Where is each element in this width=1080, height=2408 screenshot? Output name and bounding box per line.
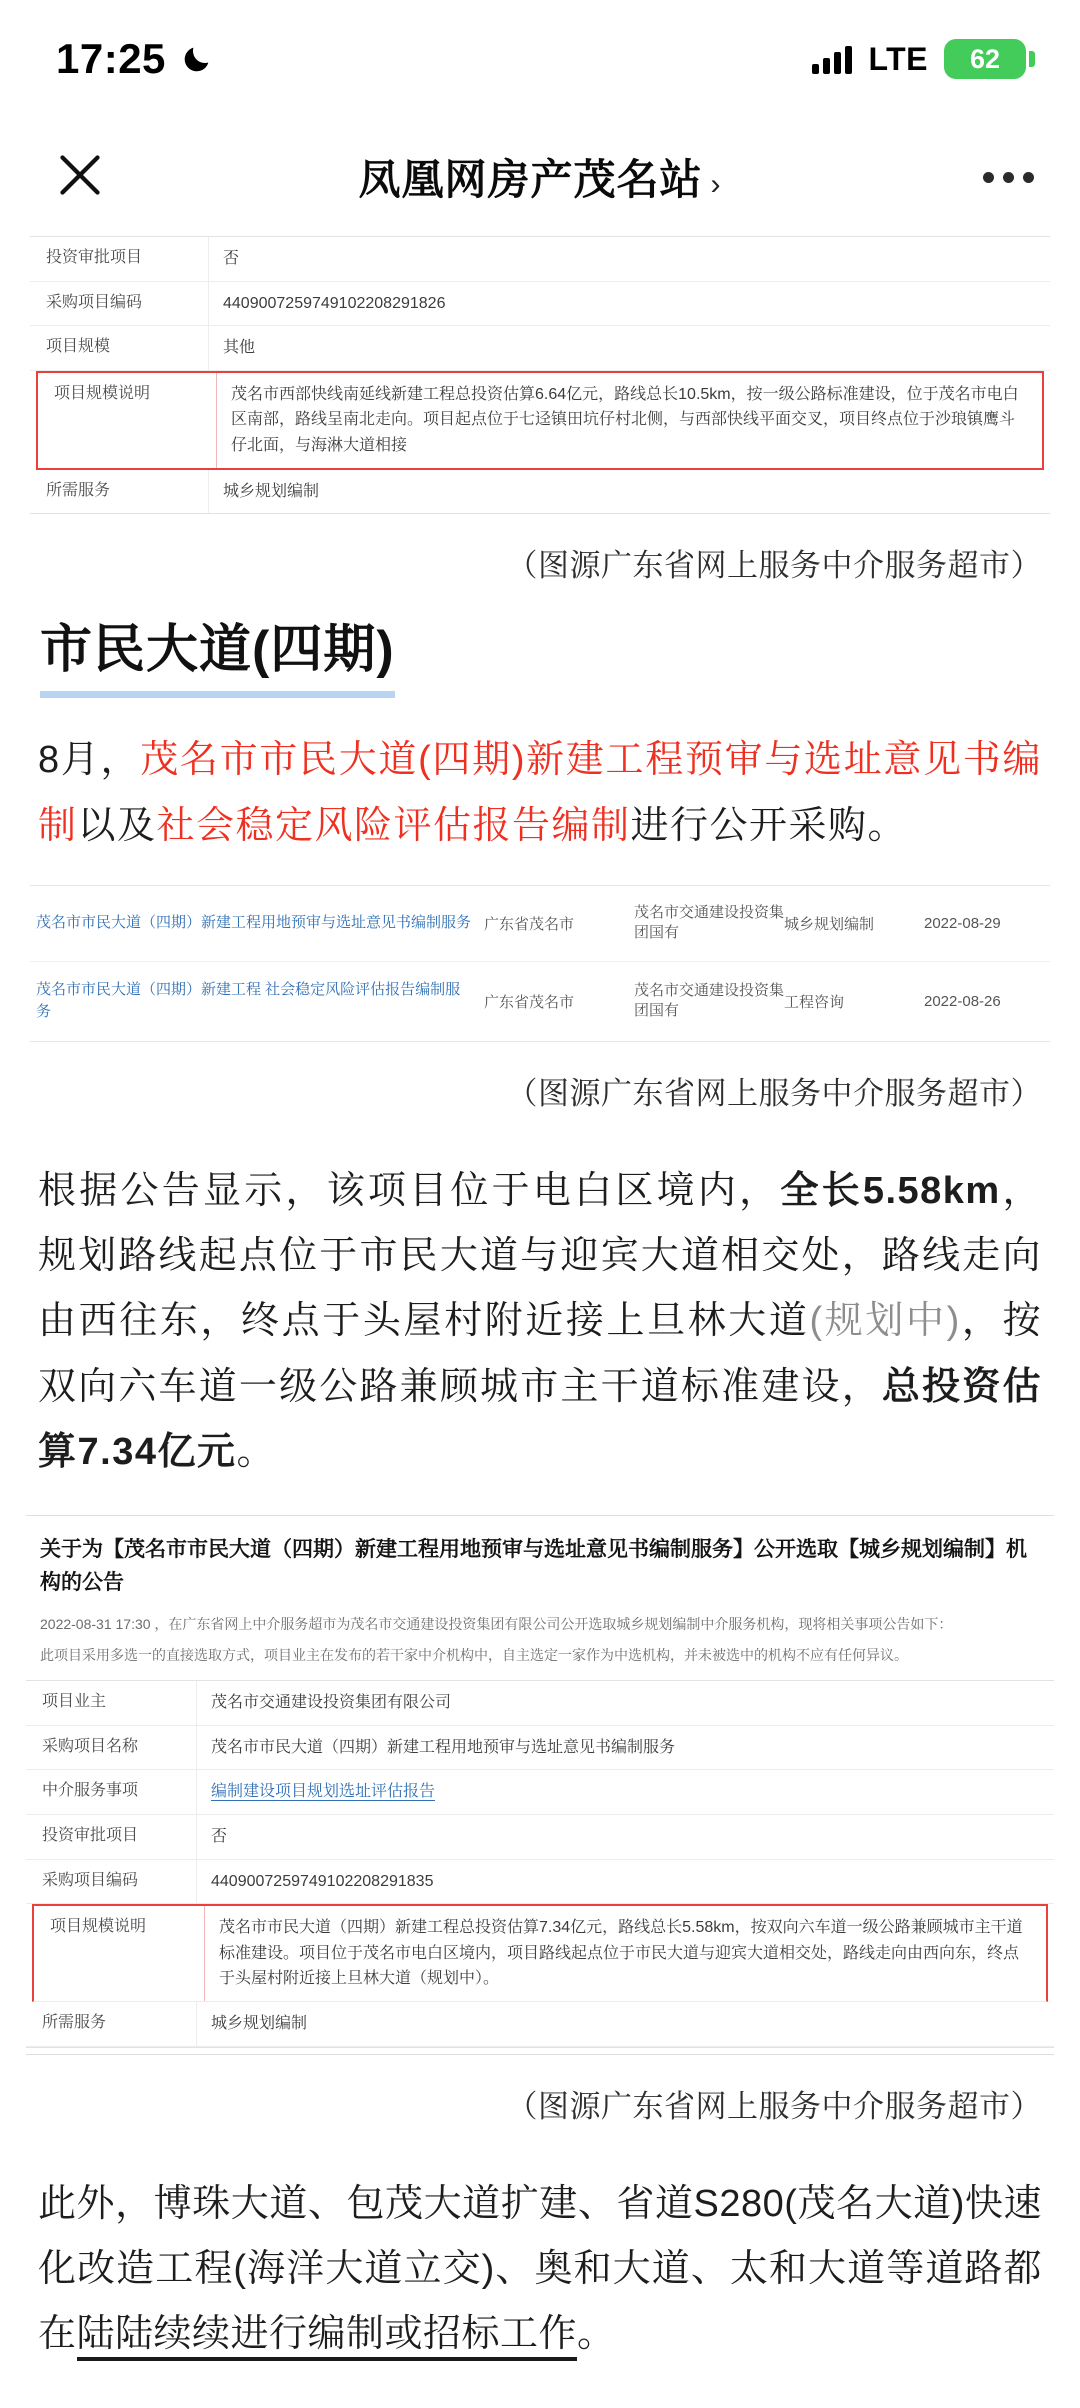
- table-cell-key: 投资审批项目: [46, 249, 143, 266]
- text-run: ，按双向六车道一级公路兼顾城市主干道标准建设，: [38, 1300, 1042, 1408]
- table-cell-key: 项目规模: [46, 338, 111, 356]
- table-cell-key: 项目业主: [42, 1693, 107, 1711]
- text-run-bold: 全长5.58km: [780, 1169, 1001, 1212]
- text-run: ，规划路线起点位于市民大道与迎宾大道相交处，路线走向由西往东，终点于头屋村附近接上旦林大道: [38, 1169, 1042, 1343]
- table-cell-value: 茂名市交通建设投资集团有限公司: [196, 1681, 1054, 1725]
- table-cell-value: 否: [196, 1815, 1054, 1859]
- image-credit-3: （图源广东省网上服务中介服务超市）: [506, 2088, 1042, 2124]
- list-item-date: 2022-08-26: [924, 992, 1001, 1010]
- section-heading-text: 市民大道(四期): [40, 615, 395, 698]
- table-row: [30, 282, 1050, 327]
- table-cell-value: 否: [208, 237, 1050, 281]
- table-row: [30, 470, 1050, 514]
- text-run-highlight: 社会稳定风险评估报告编制: [156, 804, 631, 847]
- table-cell-value-link[interactable]: [196, 1770, 1054, 1814]
- page-title: [0, 147, 1080, 207]
- list-item-title[interactable]: 茂名市市民大道（四期）新建工程用地预审与选址意见书编制服务: [36, 914, 472, 932]
- status-bar-right: [812, 39, 1026, 79]
- table-row: [30, 237, 1050, 282]
- procurement-link-list: [30, 885, 1050, 1042]
- paragraph-1: [0, 698, 1080, 859]
- table-cell-key: 采购项目编码: [46, 293, 143, 311]
- image-credit-1: （图源广东省网上服务中介服务超市）: [506, 548, 1042, 584]
- text-run: 。: [577, 2313, 616, 2356]
- image-credit-2: （图源广东省网上服务中介服务超市）: [506, 1075, 1042, 1111]
- battery-cap-icon: [1029, 51, 1035, 67]
- battery-indicator: [944, 39, 1026, 79]
- table-row: [26, 1860, 1054, 1905]
- page-title-text: 凤凰网房产茂名站: [358, 156, 703, 203]
- status-bar-left: [56, 35, 214, 83]
- table-row: [26, 1815, 1054, 1860]
- list-item-org: 茂名市交通建设投资集团国有: [634, 981, 785, 1020]
- procurement-table-1: [30, 236, 1050, 514]
- table-cell-value: 4409007259749102208291826: [208, 282, 1050, 326]
- text-run: 8月，: [38, 739, 141, 782]
- text-run-highlight: 茂名市市民大道(四期)新建工程预审与选址意见书编制: [38, 739, 1042, 847]
- table-cell-value: 茂名市市民大道（四期）新建工程总投资估算7.34亿元，路线总长5.58km，按双向六车道一级公路兼顾城市主干道标准建设。项目位于茂名市电白区境内，项目路线起点位于市民大道与迎宾大道相交处，路线走向由西向东，终点于头屋村附近接上旦林大道（规划中）。: [204, 1906, 1046, 2001]
- announcement-title: 关于为【茂名市市民大道（四期）新建工程用地预审与选址意见书编制服务】公开选取【城乡规划编制】机构的公告: [40, 1538, 1027, 1594]
- table-row: [26, 1681, 1054, 1726]
- network-type-label: LTE: [868, 40, 928, 77]
- table-cell-key: 所需服务: [42, 2013, 107, 2031]
- table-row: [26, 1726, 1054, 1771]
- list-item: [30, 886, 1050, 962]
- text-run: 此外，博珠大道、包茂大道扩建、省道S280(茂名大道)快速化改造工程(海洋大道立交)、奥和大道、太和大道等道路都在: [38, 2182, 1042, 2356]
- navigation-bar: [0, 118, 1080, 236]
- text-run-bold: 总投资估算7.34亿元: [38, 1365, 1042, 1473]
- table-cell-key: 投资审批项目: [42, 1827, 139, 1845]
- procurement-table-2: [26, 1680, 1054, 2047]
- battery-percent-label: 62: [969, 43, 1001, 74]
- text-run-underlined: 陆陆续续进行编制或招标工作: [77, 2313, 578, 2361]
- list-item-title[interactable]: 茂名市市民大道（四期）新建工程 社会稳定风险评估报告编制服务: [36, 980, 461, 1021]
- table-row-highlighted: [32, 1904, 1048, 2002]
- table-cell-key: 中介服务事项: [42, 1782, 139, 1800]
- table-cell-value: 城乡规划编制: [196, 2002, 1054, 2046]
- table-cell-key: 采购项目编码: [42, 1871, 139, 1889]
- text-run: 以及: [77, 804, 157, 847]
- announcement-note: 此项目采用多选一的直接选取方式，项目业主在发布的若干家中介机构中，自主选定一家作为中选机构，并未被选中的机构不应有任何异议。: [40, 1646, 908, 1663]
- service-item-link[interactable]: 编制建设项目规划选址评估报告: [211, 1783, 436, 1801]
- status-time: 17:25: [56, 35, 166, 82]
- table-row: [26, 1770, 1054, 1815]
- status-bar: [0, 0, 1080, 118]
- table-cell-value: 茂名市市民大道（四期）新建工程用地预审与选址意见书编制服务: [196, 1726, 1054, 1770]
- table-cell-value: 城乡规划编制: [208, 470, 1050, 514]
- table-row-highlighted: [36, 371, 1044, 470]
- announcement-meta: 2022-08-31 17:30 ，在广东省网上中介服务超市为茂名市交通建设投资集团有限公司公开选取城乡规划编制中介服务机构，现将相关事项公告如下：: [40, 1616, 953, 1633]
- table-cell-value: 其他: [208, 326, 1050, 370]
- text-run: 根据公告显示，该项目位于电白区境内，: [38, 1169, 781, 1212]
- article-body: [0, 236, 1080, 2408]
- paragraph-2: [0, 1129, 1080, 1486]
- list-item: [30, 962, 1050, 1041]
- text-run: 。: [236, 1431, 276, 1473]
- table-cell-key: 项目规模说明: [54, 384, 151, 402]
- table-cell-key: 所需服务: [46, 481, 111, 499]
- table-row: [26, 2002, 1054, 2047]
- top-table-screenshot: [0, 236, 1080, 514]
- table-row: [30, 326, 1050, 371]
- chevron-right-icon: ›: [710, 168, 722, 201]
- more-options-icon[interactable]: [983, 172, 1034, 183]
- close-icon[interactable]: [50, 145, 110, 210]
- announcement-screenshot: [26, 1515, 1054, 2054]
- table-cell-key: 项目规模说明: [50, 1918, 147, 1936]
- list-item-type: 城乡规划编制: [784, 915, 875, 933]
- list-item-org: 茂名市交通建设投资集团国有: [634, 904, 785, 942]
- section-heading: [0, 601, 1080, 698]
- text-run: 进行公开采购。: [630, 804, 908, 847]
- text-run-muted: (规划中): [809, 1300, 961, 1343]
- list-item-city: 广东省茂名市: [484, 993, 575, 1011]
- cellular-signal-icon: [812, 44, 852, 74]
- table-cell-value: 4409007259749102208291835: [196, 1860, 1054, 1904]
- crescent-moon-icon: [180, 42, 214, 76]
- list-item-city: 广东省茂名市: [484, 915, 575, 933]
- paragraph-3: [0, 2142, 1080, 2368]
- table-cell-value: 茂名市西部快线南延线新建工程总投资估算6.64亿元，路线总长10.5km，按一级公路标准建设，位于茂名市电白区南部，路线呈南北走向。项目起点位于七迳镇田坑仔村北侧，与西部快线平面交叉，项目终点位于沙琅镇鹰斗仔北面，与海淋大道相接: [216, 373, 1042, 468]
- table-cell-key: 采购项目名称: [42, 1737, 139, 1755]
- list-item-type: 工程咨询: [784, 993, 845, 1011]
- list-item-date: 2022-08-29: [924, 914, 1001, 932]
